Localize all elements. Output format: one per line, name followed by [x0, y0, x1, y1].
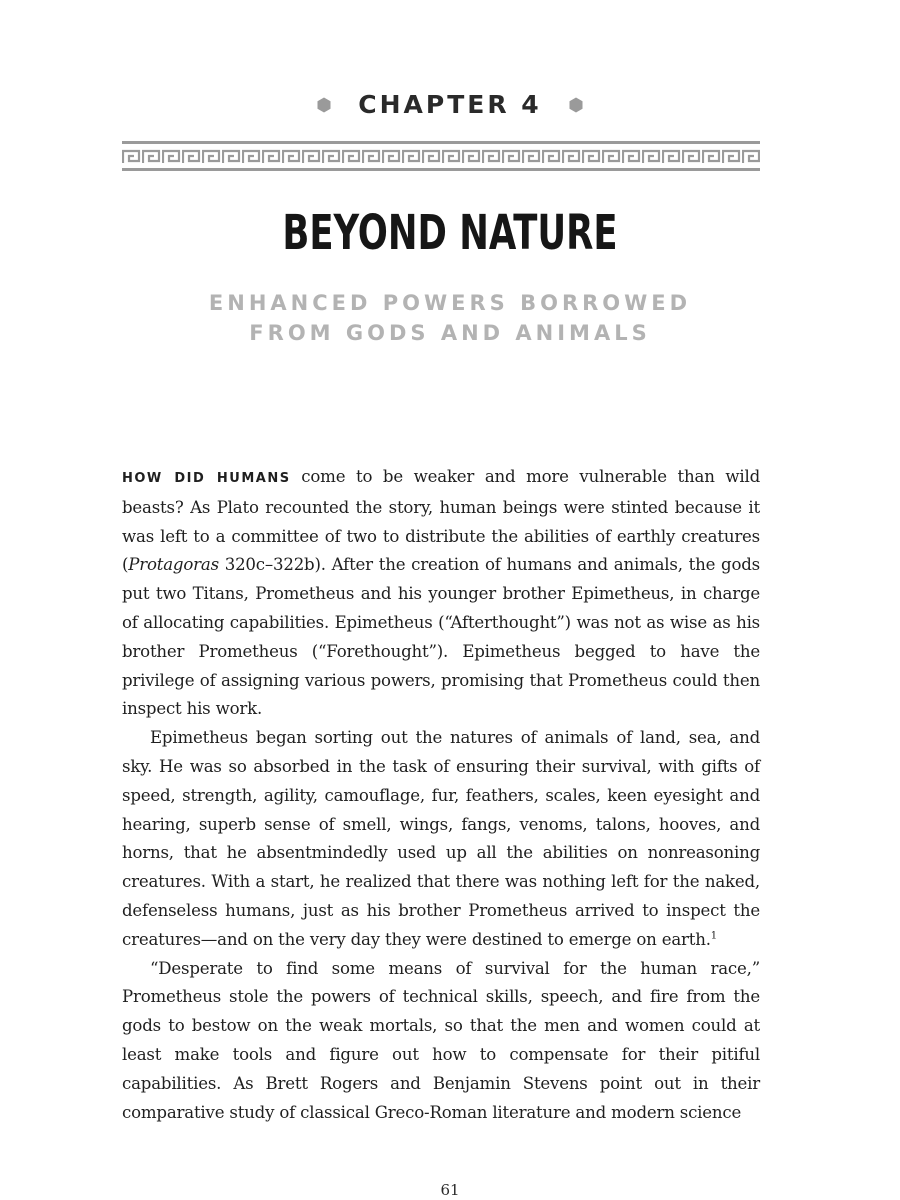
hexagon-ornament-right	[568, 97, 584, 113]
paragraph-3	[122, 955, 760, 1128]
paragraph-3-text: “Desperate to find some means of survival for the human race,” Prometheus stole the powers of technical skills, speech, and fire from the gods to bestow on the weak mortals, so that the men and women could at least make tools and figure out how to compensate for their pitiful capabilities. As Brett Rogers and Benjamin Stevens point out in their comparative study of classical Greco-Roman literature and modern science	[122, 958, 760, 1122]
page-number: 61	[440, 1181, 460, 1199]
subtitle-line-2: FROM GODS AND ANIMALS	[249, 321, 651, 345]
paragraph-2	[122, 724, 760, 954]
work-title-italic: Protagoras	[128, 555, 219, 575]
lead-in-caps: HOW DID HUMANS	[122, 471, 291, 486]
greek-key-border	[122, 141, 760, 171]
paragraph-2-text: Epimetheus began sorting out the natures of animals of land, sea, and sky. He was so absorbed in the task of ensuring their survival, with gifts of speed, strength, agility, camouflage, fur, feathers, scales, keen eyesight and hearing, superb sense of smell, wings, fangs, venoms, talons, hooves, and horns, that he absentmindedly used up all the abilities on nonreasoning creatures. With a start, he realized that there was nothing left for the naked, defenseless humans, just as his brother Prometheus arrived to inspect the creatures—and on the very day they were destined to emerge on earth.	[122, 728, 760, 949]
chapter-heading	[0, 90, 900, 119]
chapter-subtitle	[0, 288, 900, 348]
footnote-marker[interactable]: 1	[710, 930, 717, 942]
body-text	[122, 463, 760, 1127]
paragraph-1	[122, 463, 760, 724]
chapter-label: CHAPTER 4	[358, 90, 542, 119]
chapter-title: BEYOND NATURE	[282, 205, 618, 261]
paragraph-1-text-a: come to be weaker and more vulnerable than wild beasts? As Plato recounted the story, human beings were stinted because it was left to a committee of two to distribute the abilities of earthly creatures (	[122, 467, 760, 575]
hexagon-ornament-left	[316, 97, 332, 113]
paragraph-1-text-b: 320c–322b). After the creation of humans and animals, the gods put two Titans, Prometheus and his younger brother Epimetheus, in charge of allocating capabilities. Epimetheus (“Afterthought”) was not as wise as his brother Prometheus (“Forethought”). Epimetheus begged to have the privilege of assigning various powers, promising that Prometheus could then inspect his work.	[122, 555, 760, 719]
subtitle-line-1: ENHANCED POWERS BORROWED	[208, 291, 692, 315]
